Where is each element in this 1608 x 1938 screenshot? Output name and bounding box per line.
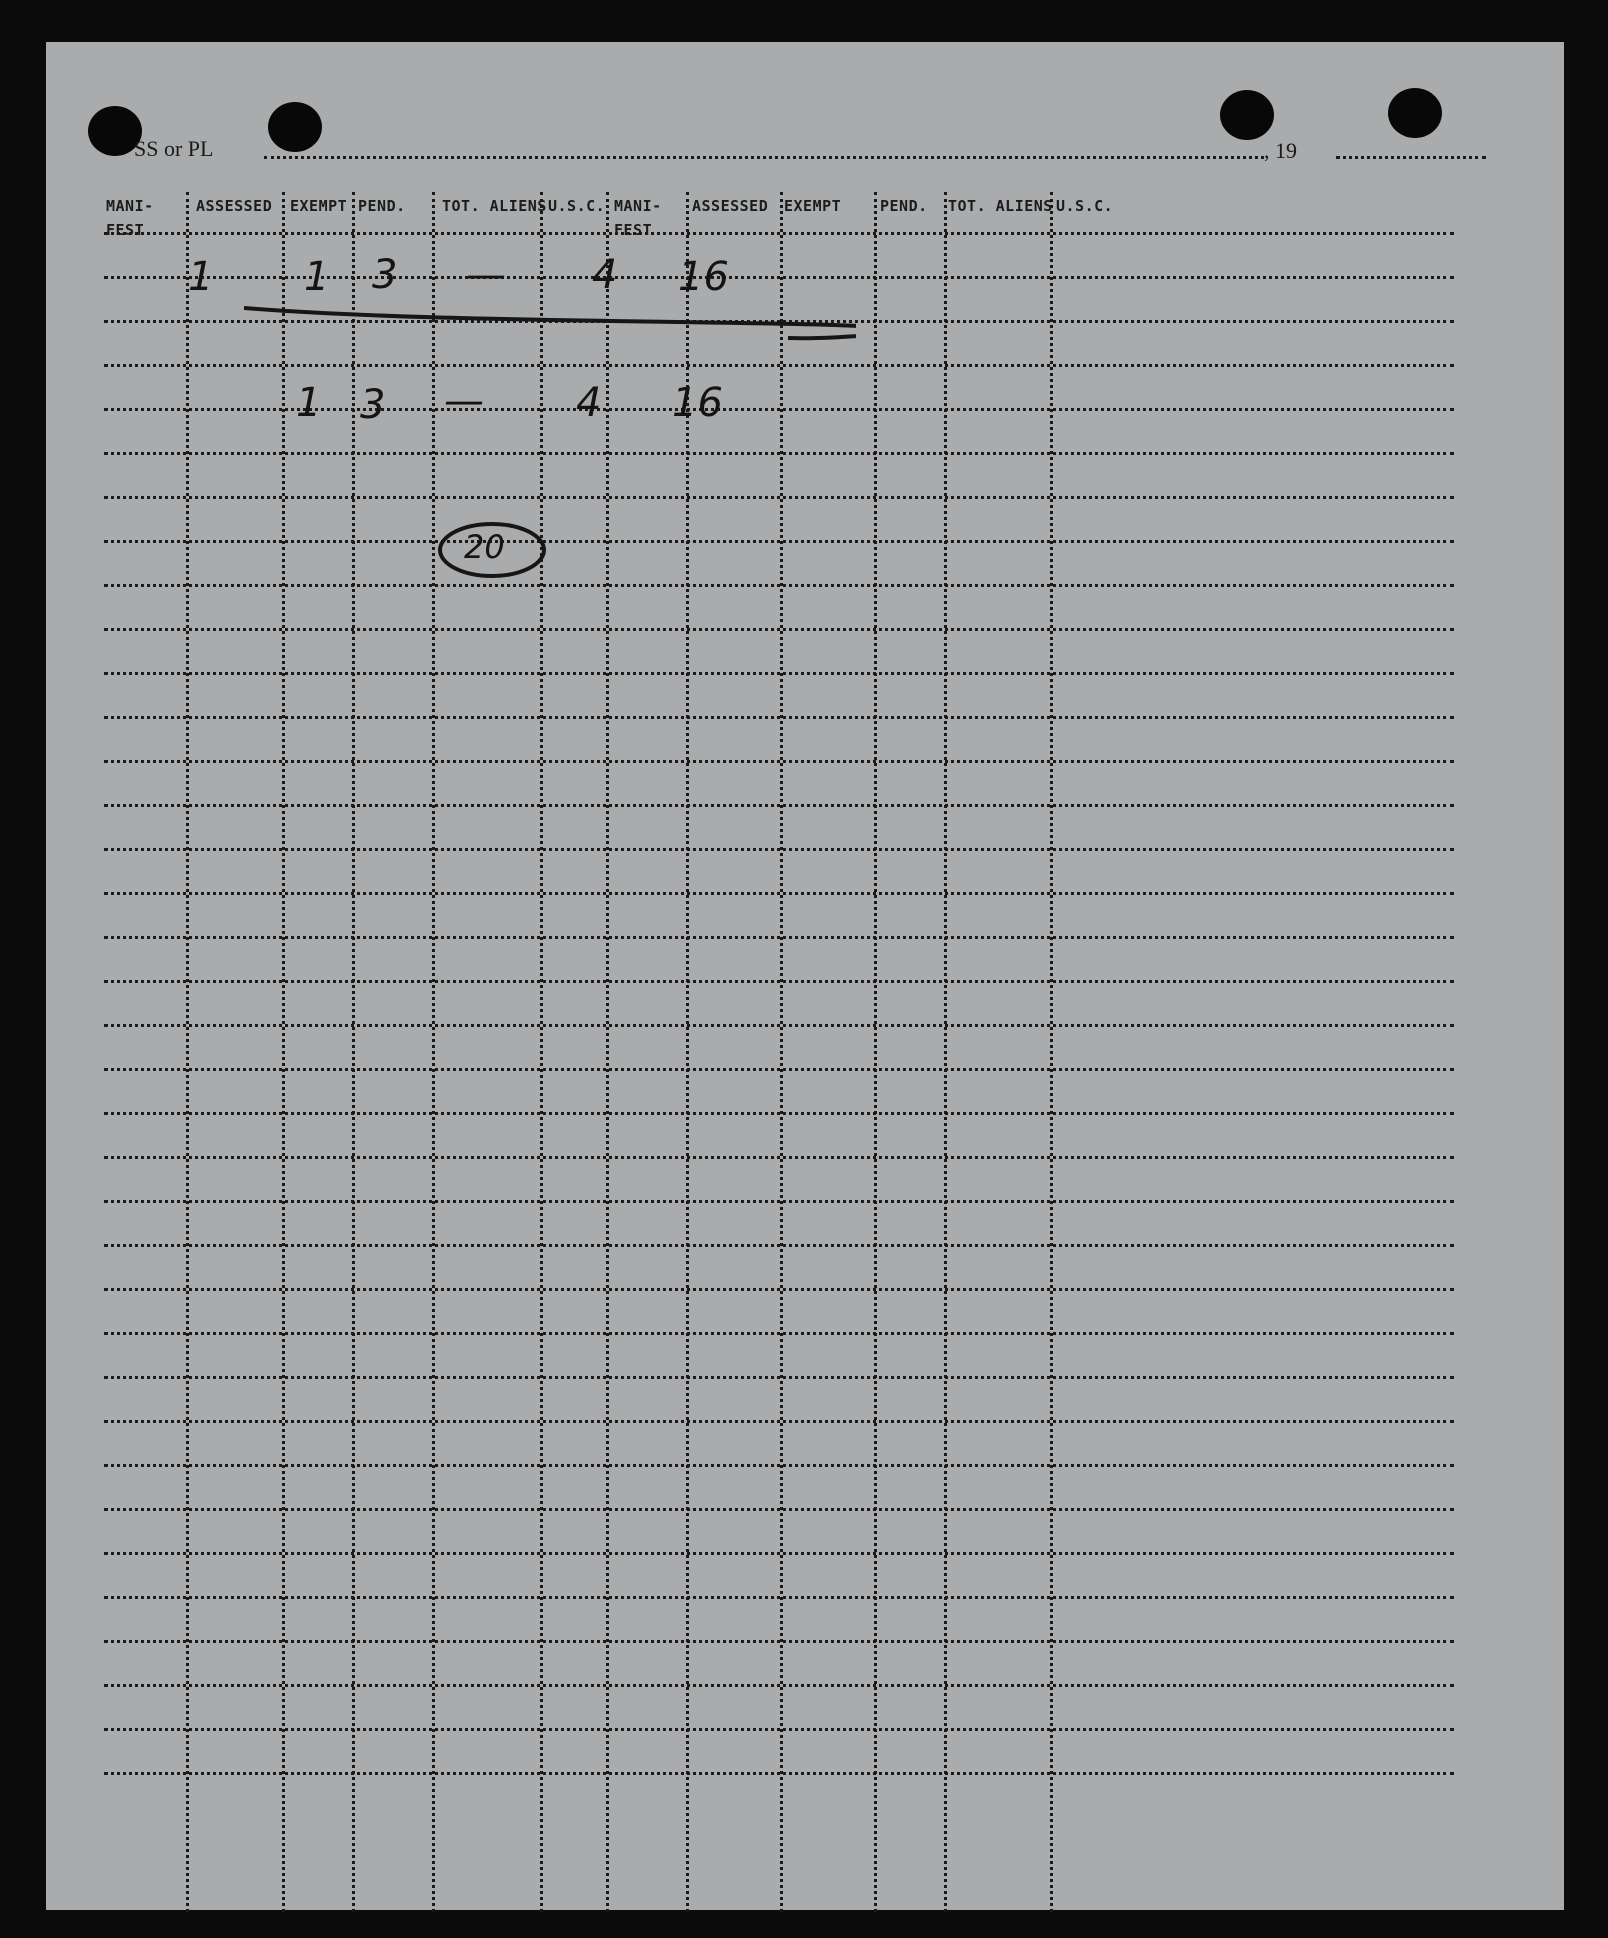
row-line [104, 1508, 1454, 1511]
row-line [104, 1024, 1454, 1027]
row-line [104, 496, 1454, 499]
column-line [944, 192, 947, 1912]
row-line [104, 672, 1454, 675]
row-line [104, 804, 1454, 807]
column-header: U.S.C. [548, 197, 606, 215]
form-sheet [46, 42, 1564, 1910]
column-header: PEND. [358, 197, 406, 215]
column-line [874, 192, 877, 1912]
column-header: EXEMPT [784, 197, 842, 215]
row-line [104, 892, 1454, 895]
year-line [1336, 156, 1486, 159]
hw-totaliens-1: 4 [592, 252, 618, 298]
row-line [104, 452, 1454, 455]
row-line [104, 1464, 1454, 1467]
row-line [104, 628, 1454, 631]
hw-pend-1: — [466, 252, 506, 298]
column-header: ASSESSED [196, 197, 273, 215]
row-line [104, 716, 1454, 719]
row-line [104, 1596, 1454, 1599]
punch-hole [1220, 90, 1274, 140]
hw-pend-2: — [444, 378, 484, 424]
hw-exempt-2: 3 [360, 382, 386, 428]
row-line [104, 1376, 1454, 1379]
row-line [104, 980, 1454, 983]
ss-line [264, 156, 1264, 159]
column-line [432, 192, 435, 1912]
row-line [104, 1684, 1454, 1687]
hw-usc-2: 16 [672, 380, 723, 426]
row-line [104, 1244, 1454, 1247]
row-line [104, 1068, 1454, 1071]
column-header: MANI- FEST [614, 197, 662, 239]
row-line [104, 1112, 1454, 1115]
column-header: EXEMPT [290, 197, 348, 215]
hw-exempt-1: 3 [372, 252, 398, 298]
row-line [104, 1288, 1454, 1291]
row-line [104, 540, 1454, 543]
column-line [780, 192, 783, 1912]
row-line [104, 1156, 1454, 1159]
column-header: PEND. [880, 197, 928, 215]
year-label: , 19 [1264, 138, 1297, 163]
column-header: MANI- FEST [106, 197, 154, 239]
underline-stroke [236, 300, 856, 360]
ss-or-pl-label: SS or PL [134, 136, 214, 161]
row-line [104, 1640, 1454, 1643]
column-header: TOT. ALIENS [948, 197, 1053, 215]
hw-manifest-1: 1 [188, 254, 214, 300]
column-line [352, 192, 355, 1912]
row-line [104, 760, 1454, 763]
punch-hole [268, 102, 322, 152]
row-line [104, 848, 1454, 851]
column-header: U.S.C. [1056, 197, 1114, 215]
hw-usc-1: 16 [678, 254, 729, 300]
hw-totaliens-2: 4 [576, 380, 602, 426]
row-line [104, 1728, 1454, 1731]
row-line [104, 936, 1454, 939]
column-line [606, 192, 609, 1912]
row-line [104, 1332, 1454, 1335]
hw-circled-total: 20 [464, 528, 505, 566]
row-line [104, 1420, 1454, 1423]
row-line [104, 364, 1454, 367]
hw-assessed-1: 1 [304, 254, 330, 300]
row-line [104, 1552, 1454, 1555]
row-line [104, 584, 1454, 587]
column-line [1050, 192, 1053, 1912]
row-line [104, 1200, 1454, 1203]
column-line [282, 192, 285, 1912]
column-header: ASSESSED [692, 197, 769, 215]
hw-assessed-2: 1 [296, 380, 322, 426]
column-line [686, 192, 689, 1912]
punch-hole [1388, 88, 1442, 138]
column-line [540, 192, 543, 1912]
row-line [104, 1772, 1454, 1775]
column-header: TOT. ALIENS [442, 197, 547, 215]
row-line [104, 232, 1454, 235]
column-line [186, 192, 189, 1912]
